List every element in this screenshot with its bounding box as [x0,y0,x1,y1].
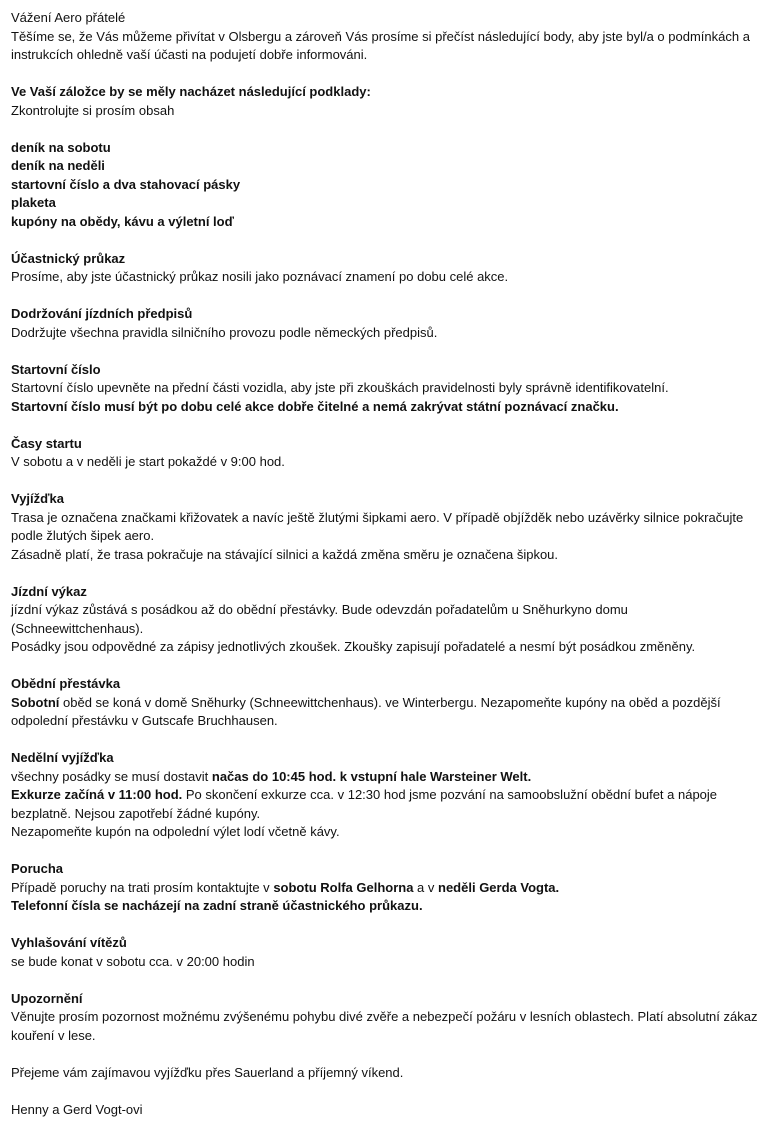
section-text: V sobotu a v neděli je start pokaždé v 9:00 hod. [11,454,285,469]
section-text: Prosíme, aby jste účastnický průkaz nosili jako poznávací znamení po dobu celé akce. [11,269,509,284]
section-heading: Vyjížďka [11,491,64,506]
sunday-text: Po skončení exkurze cca. v 12:30 hod jsme pozvání na samoobslužní obědní bufet a nápoje bezplatně. Nejsou zapotřebí žádné kupóny. [11,787,718,821]
signature: Henny a Gerd Vogt-ovi [11,1101,143,1117]
section-text [11,786,758,823]
section-heading: Porucha [11,861,64,876]
section-text: Zásadně platí, že trasa pokračuje na stávající silnici a každá změna směru je označena šipkou. [11,546,559,562]
section-bold-text: Startovní číslo musí být po dobu celé akce dobře čitelné a nemá zakrývat státní poznávací značku. [11,398,619,414]
sunday-text: všechny posádky se musí dostavit [11,768,212,784]
section-heading: Jízdní výkaz [11,583,87,599]
lunch-bold-word: Sobotní [11,694,60,710]
intro-paragraph: Těšíme se, že Vás můžeme přivítat v Olsbergu a zároveň Vás prosíme si přečíst následující body, aby jste byl/a o podmínkách a instrukcích ohledně vaší účasti na podujetí dobře informováni. [11,28,750,62]
closing-line: Přejeme vám zajímavou vyjížďku přes Sauerland a příjemný víkend. [11,1064,404,1080]
breakdown-bold-text: neděli Gerda Vogta. [438,879,560,895]
section-text [11,694,758,731]
greeting: Vážení Aero přátelé [11,10,126,25]
badge-section [11,250,758,287]
section-heading: Vyhlašování vítězů [11,935,127,950]
section-text: Nezapomeňte kupón na odpolední výlet lodí včetně kávy. [11,824,340,839]
section-text: Posádky jsou odpovědné za zápisy jednotlivých zkoušek. Zkoušky zapisují pořadatelé a nesmí být posádkou změněny. [11,639,696,654]
sunday-bold-text: Exkurze začíná v 11:00 hod. [11,787,183,802]
folder-item: startovní číslo a dva stahovací pásky [11,176,241,192]
section-heading: Časy startu [11,435,82,451]
sunday-section [11,749,758,842]
ride-section [11,490,758,564]
breakdown-section [11,860,758,916]
section-text: jízdní výkaz zůstává s posádkou až do obědní přestávky. Bude odevzdán pořadatelům u Sněhurkyno domu (Schneewittchenhaus). [11,602,628,636]
folder-item: deník na neděli [11,158,105,173]
folder-item: plaketa [11,195,56,210]
report-section [11,583,758,657]
section-text: se bude konat v sobotu cca. v 20:00 hodin [11,953,255,969]
section-heading: Dodržování jízdních předpisů [11,306,193,321]
folder-heading: Ve Vaší záložce by se měly nacházet následující podklady: [11,84,371,99]
sunday-bold-text: načas do 10:45 hod. k vstupní hale Warsteiner Welt. [211,768,532,784]
section-heading: Účastnický průkaz [11,250,126,266]
warning-section [11,990,758,1046]
section-heading: Obědní přestávka [11,676,121,691]
section-heading: Startovní číslo [11,361,101,377]
section-text [11,879,758,898]
section-text: Trasa je označena značkami křižovatek a navíc ještě žlutými šipkami aero. V případě objížděk nebo uzávěrky silnice pokračujte podle žlutých šipek aero. [11,509,744,543]
section-text [11,768,758,787]
lunch-section [11,675,758,731]
section-bold-text: Telefonní čísla se nacházejí na zadní straně účastnického průkazu. [11,898,423,913]
section-text: Startovní číslo upevněte na přední části vozidla, aby jste při zkouškách pravidelnosti byly správně identifikovatelní. [11,380,669,395]
section-heading: Nedělní vyjížďka [11,750,114,765]
breakdown-text: a v [413,879,439,895]
awards-section [11,934,758,971]
folder-check: Zkontrolujte si prosím obsah [11,102,175,118]
breakdown-text: Případě poruchy na trati prosím kontaktujte v [11,879,274,895]
folder-section [11,83,758,231]
start-number-section [11,361,758,417]
folder-item: deník na sobotu [11,139,111,155]
breakdown-bold-text: sobotu Rolfa Gelhorna [273,879,414,895]
lunch-text: oběd se koná v domě Sněhurky (Schneewittchenhaus). ve Winterbergu. Nezapomeňte kupóny na oběd a pozdější odpolední přestávku v Gutscafe Bruchhausen. [11,694,721,728]
folder-item: kupóny na obědy, kávu a výletní loď [11,213,234,229]
traffic-section [11,305,758,342]
section-heading: Upozornění [11,990,83,1006]
start-times-section [11,435,758,472]
section-text: Věnujte prosím pozornost možnému zvýšenému pohybu divé zvěře a nebezpečí požáru v lesních oblastech. Platí absolutní zákaz kouření v lese. [11,1009,758,1043]
section-text: Dodržujte všechna pravidla silničního provozu podle německých předpisů. [11,324,438,340]
